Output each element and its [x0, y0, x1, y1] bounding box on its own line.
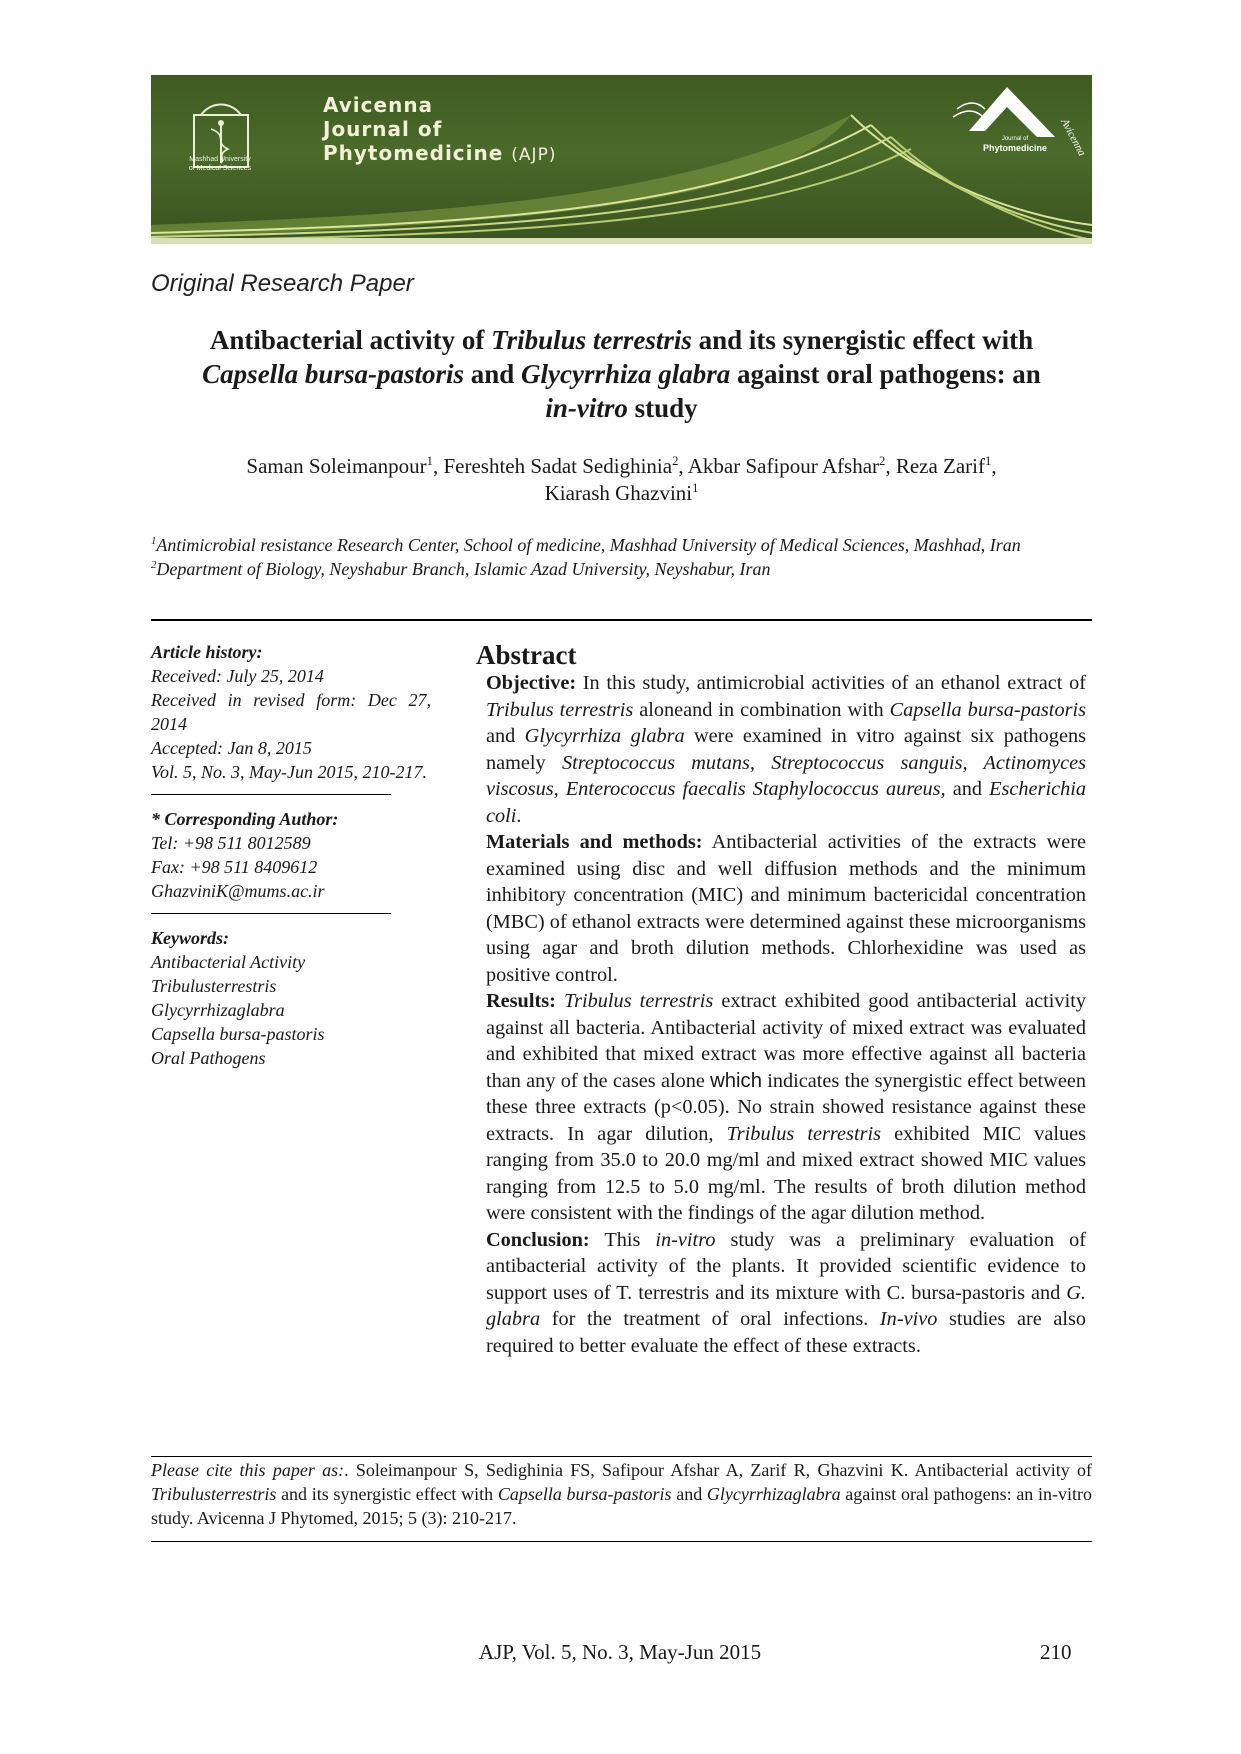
- avicenna-logo-icon: [937, 79, 1088, 179]
- citation-divider-top: [151, 1456, 1092, 1457]
- title-part: against oral pathogens: an: [730, 359, 1041, 389]
- corresponding-heading: * Corresponding Author:: [151, 809, 339, 829]
- affiliation: $^1$Antimicrobial resistance Research Center, School of medicine, Mashhad University of Medical Sciences, Mashhad, Iran: [151, 535, 1021, 555]
- keywords-heading: Keywords:: [151, 928, 229, 948]
- university-caption: [159, 155, 281, 173]
- logo-small-text: Journal of: [1001, 136, 1029, 142]
- journal-name: [323, 93, 556, 167]
- corresponding-email[interactable]: GhazviniK@mums.ac.ir: [151, 881, 325, 901]
- keyword: Tribulusterrestris: [151, 976, 277, 996]
- title-in-vitro: in-vitro: [545, 393, 628, 423]
- keyword: Glycyrrhizaglabra: [151, 1000, 285, 1020]
- article-history: [151, 640, 431, 784]
- author-list: [151, 453, 1092, 507]
- article-info-sidebar: [151, 640, 431, 1070]
- title-part: and its synergistic effect with: [691, 325, 1034, 355]
- university-line-1: Mashhad University: [189, 156, 251, 163]
- footer-journal-reference: AJP, Vol. 5, No. 3, May-Jun 2015: [478, 1640, 762, 1664]
- affiliations: [151, 533, 1092, 581]
- author: Akbar Safipour Afshar$^2$,: [687, 454, 896, 478]
- corresponding-fax: Fax: +98 511 8409612: [151, 857, 318, 877]
- logo-arc-text: Avicenna: [1058, 116, 1088, 159]
- corresponding-author: [151, 807, 431, 903]
- keywords: [151, 926, 431, 1070]
- title-species: Tribulus terrestris: [491, 325, 692, 355]
- title-species: Glycyrrhiza glabra: [521, 359, 731, 389]
- journal-name-line-2: Journal of: [323, 117, 443, 141]
- journal-banner: [151, 75, 1092, 244]
- affiliation: $^2$Department of Biology, Neyshabur Branch, Islamic Azad University, Neyshabur, Iran: [151, 559, 771, 579]
- title-part: study: [627, 393, 698, 423]
- header-divider: [151, 619, 1092, 621]
- journal-name-line-1: Avicenna: [323, 93, 434, 117]
- received-date: Received: July 25, 2014: [151, 666, 324, 686]
- corresponding-tel: Tel: +98 511 8012589: [151, 833, 311, 853]
- title-species: Capsella bursa-pastoris: [202, 359, 464, 389]
- revised-date: Received in revised form: Dec 27, 2014: [151, 690, 431, 734]
- journal-name-line-3: Phytomedicine: [323, 141, 504, 165]
- abstract-body: [486, 670, 1086, 1359]
- university-line-2: of Medical Sciences: [188, 165, 252, 172]
- abstract-methods: Materials and methods: Antibacterial activities of the extracts were examined using disc and well diffusion methods and the minimum inhibitory concentration (MIC) and minimum bactericidal concentration (MBC) of ethanol extracts were determined against these microorganisms using agar and broth dilution methods. Chlorhexidine was used as positive control.: [486, 831, 1087, 986]
- paper-title: [151, 323, 1092, 425]
- avicenna-logo-caption: [956, 135, 1074, 153]
- abstract-results: Results: Tribulus terrestris extract exhibited good antibacterial activity against all bacteria. Antibacterial activity of mixed extract was evaluated and exhibited that mixed extract was more effective against all bacteria than any of the cases alone which indicates the synergistic effect between these three extracts (p<0.05). No strain showed resistance against these extracts. In agar dilution, Tribulus terrestris exhibited MIC values ranging from 35.0 to 20.0 mg/ml and mixed extract showed MIC values ranging from 12.5 to 5.0 mg/ml. The results of broth dilution method were consistent with the findings of the agar dilution method.: [486, 990, 1086, 1224]
- sidebar-divider: [151, 913, 391, 914]
- author: Reza Zarif$^1$,: [895, 454, 997, 478]
- abstract-objective: Objective: In this study, antimicrobial activities of an ethanol extract of Tribulus terrestris aloneand in combination with Capsella bursa-pastoris and Glycyrrhiza glabra were examined in vitro against six pathogens namely Streptococcus mutans, Streptococcus sanguis, Actinomyces viscosus, Enterococcus faecalis Staphylococcus aureus, and Escherichia coli.: [486, 672, 1087, 827]
- author: Saman Soleimanpour$^1$,: [246, 454, 444, 478]
- keyword: Oral Pathogens: [151, 1048, 266, 1068]
- abstract-conclusion: Conclusion: This in-vitro study was a preliminary evaluation of antibacterial activity of the plants. It provided scientific evidence to support uses of T. terrestris and its mixture with C. bursa-pastoris and G. glabra for the treatment of oral infections. In-vivo studies are also required to better evaluate the effect of these extracts.: [486, 1228, 1086, 1357]
- title-part: and: [463, 359, 522, 389]
- paper-type: Original Research Paper: [151, 270, 414, 297]
- abstract-heading: Abstract: [476, 640, 577, 670]
- page-number: 210: [1040, 1640, 1072, 1664]
- keyword: Capsella bursa-pastoris: [151, 1024, 325, 1044]
- author: Kiarash Ghazvini$^1$: [544, 481, 699, 505]
- author: Fereshteh Sadat Sedighinia$^2$,: [443, 454, 688, 478]
- history-heading: Article history:: [151, 642, 263, 662]
- volume-info: Vol. 5, No. 3, May-Jun 2015, 210-217.: [151, 762, 427, 782]
- sidebar-divider: [151, 794, 391, 795]
- accepted-date: Accepted: Jan 8, 2015: [151, 738, 312, 758]
- citation-block: Please cite this paper as:. Soleimanpour S, Sedighinia FS, Safipour Afshar A, Zarif R, Ghazvini K. Antibacterial activity of Tribulusterrestris and its synergistic effect with Capsella bursa-pastoris and Glycyrrhizaglabra against oral pathogens: an in-vitro study. Avicenna J Phytomed, 2015; 5 (3): 210-217.: [151, 1460, 1092, 1528]
- keyword: Antibacterial Activity: [151, 952, 306, 972]
- title-part: Antibacterial activity of: [209, 325, 492, 355]
- citation-divider-bottom: [151, 1541, 1092, 1542]
- journal-abbreviation: (AJP): [511, 145, 557, 165]
- logo-big-text: Phytomedicine: [982, 143, 1047, 153]
